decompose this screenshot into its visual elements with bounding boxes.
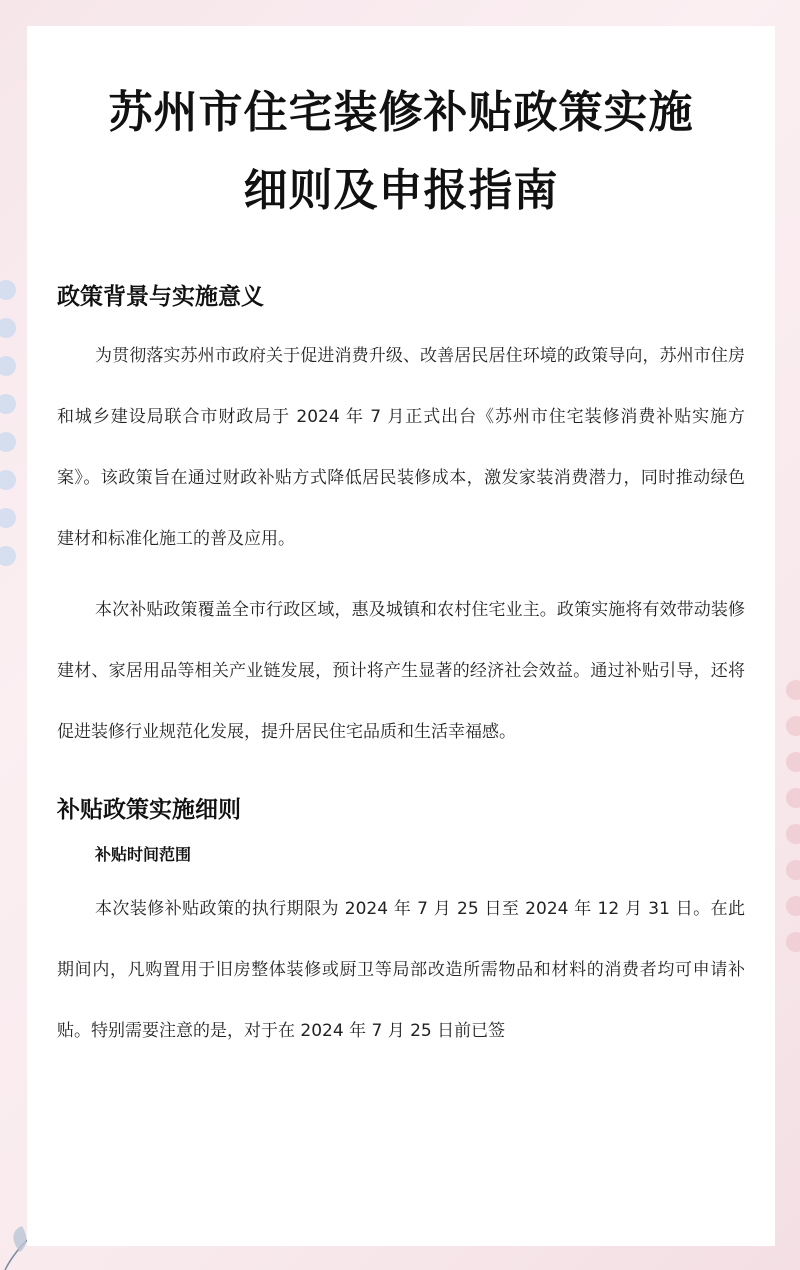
dot-decoration xyxy=(0,546,16,566)
subheading-time-range: 补贴时间范围 xyxy=(95,845,192,864)
dot-decoration xyxy=(786,716,800,736)
dot-decoration xyxy=(0,280,16,300)
background-dots-right xyxy=(774,680,800,960)
dot-decoration xyxy=(786,932,800,952)
background-dots-left xyxy=(0,280,30,580)
section-heading-implementation: 补贴政策实施细则 xyxy=(57,797,241,823)
dot-decoration xyxy=(786,680,800,700)
section-heading-background: 政策背景与实施意义 xyxy=(57,284,264,310)
document-page xyxy=(27,26,775,1246)
paragraph: 为贯彻落实苏州市政府关于促进消费升级、改善居民居住环境的政策导向，苏州市住房和城乡建设局联合市财政局于 2024 年 7 月正式出台《苏州市住宅装修消费补贴实施方案》。该政策旨在通过财政补贴方式降低居民装修成本，激发家装消费潜力，同时推动绿色建材和标准化施工的普及应用。 xyxy=(57,346,745,549)
dot-decoration xyxy=(0,470,16,490)
dot-decoration xyxy=(0,356,16,376)
title-line-1: 苏州市住宅装修补贴政策实施 xyxy=(108,87,694,138)
dot-decoration xyxy=(0,432,16,452)
dot-decoration xyxy=(786,752,800,772)
dot-decoration xyxy=(0,508,16,528)
dot-decoration xyxy=(786,824,800,844)
document-title xyxy=(57,74,745,230)
dot-decoration xyxy=(0,318,16,338)
dot-decoration xyxy=(786,896,800,916)
paragraph: 本次装修补贴政策的执行期限为 2024 年 7 月 25 日至 2024 年 12 月 31 日。在此期间内，凡购置用于旧房整体装修或厨卫等局部改造所需物品和材料的消费者均可申请补贴。特别需要注意的是，对于在 2024 年 7 月 25 日前已签 xyxy=(57,899,745,1041)
dot-decoration xyxy=(786,788,800,808)
dot-decoration xyxy=(786,860,800,880)
title-line-2: 细则及申报指南 xyxy=(243,165,559,216)
dot-decoration xyxy=(0,394,16,414)
paragraph: 本次补贴政策覆盖全市行政区域，惠及城镇和农村住宅业主。政策实施将有效带动装修建材、家居用品等相关产业链发展，预计将产生显著的经济社会效益。通过补贴引导，还将促进装修行业规范化发展，提升居民住宅品质和生活幸福感。 xyxy=(57,600,745,742)
